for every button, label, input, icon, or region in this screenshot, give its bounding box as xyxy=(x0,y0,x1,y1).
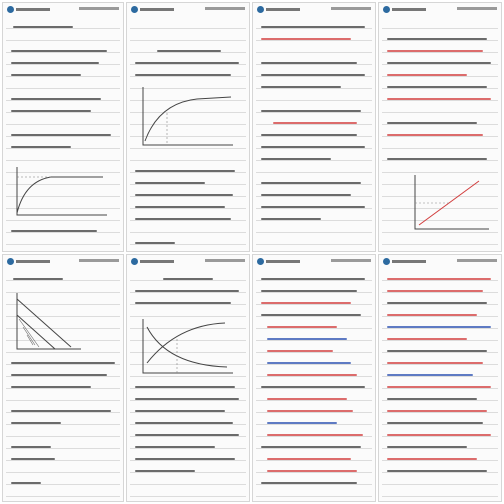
notebook-page-7 xyxy=(252,254,376,502)
note-line xyxy=(261,386,365,388)
note-line xyxy=(11,458,55,460)
note-line-red xyxy=(267,458,351,460)
note-line xyxy=(11,110,91,112)
school-brand xyxy=(131,257,174,265)
note-line xyxy=(261,146,365,148)
note-line xyxy=(135,470,195,472)
note-line-blue xyxy=(267,422,337,424)
notebook-page-2 xyxy=(126,2,250,252)
note-line-red xyxy=(387,362,483,364)
school-brand xyxy=(383,257,426,265)
page-date-field xyxy=(331,259,371,262)
notebook-page-1 xyxy=(2,2,124,252)
note-line xyxy=(387,302,487,304)
note-line xyxy=(11,482,41,484)
note-line xyxy=(261,278,365,280)
note-line-red xyxy=(387,434,491,436)
school-seal-icon xyxy=(131,6,138,13)
note-line xyxy=(261,86,341,88)
note-line xyxy=(261,62,357,64)
handwritten-sketch xyxy=(409,171,493,237)
note-line xyxy=(135,422,233,424)
note-line-red xyxy=(387,458,477,460)
note-line-blue xyxy=(267,338,347,340)
school-brand xyxy=(257,5,300,13)
note-line xyxy=(11,374,107,376)
page-date-field xyxy=(205,259,245,262)
school-name xyxy=(16,260,50,263)
note-line-red xyxy=(387,338,467,340)
school-seal-icon xyxy=(257,6,264,13)
note-line xyxy=(11,386,91,388)
note-line xyxy=(261,158,331,160)
note-line xyxy=(387,122,477,124)
note-line xyxy=(135,218,231,220)
school-name xyxy=(266,8,300,11)
note-line xyxy=(135,206,225,208)
note-line-red xyxy=(387,410,487,412)
school-name xyxy=(392,8,426,11)
notebook-page-6 xyxy=(126,254,250,502)
page-date-field xyxy=(331,7,371,10)
note-line xyxy=(11,362,115,364)
note-line xyxy=(261,134,357,136)
note-line xyxy=(11,422,61,424)
note-line-red xyxy=(261,38,351,40)
note-line xyxy=(135,74,231,76)
note-line xyxy=(387,158,487,160)
note-line xyxy=(135,458,235,460)
note-line xyxy=(261,110,361,112)
title-handwriting xyxy=(13,278,63,280)
note-line-red xyxy=(387,74,467,76)
note-line xyxy=(261,206,365,208)
note-line xyxy=(135,446,215,448)
note-line xyxy=(261,74,365,76)
title-handwriting xyxy=(163,278,213,280)
note-line xyxy=(387,62,491,64)
note-line xyxy=(261,182,361,184)
note-line-red xyxy=(267,350,333,352)
note-line xyxy=(135,194,233,196)
note-line-red xyxy=(387,386,491,388)
note-line xyxy=(135,242,175,244)
note-line-red xyxy=(387,314,477,316)
notebook-page-5 xyxy=(2,254,124,502)
note-line xyxy=(11,410,111,412)
note-line-red xyxy=(267,470,357,472)
note-line-red xyxy=(387,98,491,100)
note-line xyxy=(135,386,235,388)
page-date-field xyxy=(205,7,245,10)
note-line-red xyxy=(273,122,357,124)
note-line xyxy=(387,38,487,40)
note-line xyxy=(261,314,361,316)
note-line xyxy=(135,302,231,304)
note-line xyxy=(387,86,487,88)
school-name xyxy=(392,260,426,263)
page-header xyxy=(127,255,249,267)
page-header xyxy=(379,3,501,15)
school-seal-icon xyxy=(383,6,390,13)
page-date-field xyxy=(79,259,119,262)
note-line xyxy=(261,218,321,220)
note-line-red xyxy=(387,50,483,52)
page-header xyxy=(3,255,123,267)
note-line xyxy=(11,50,107,52)
note-line xyxy=(135,170,235,172)
note-line-blue xyxy=(387,374,473,376)
note-line xyxy=(11,98,101,100)
note-line xyxy=(387,350,487,352)
note-line-blue xyxy=(267,362,351,364)
school-brand xyxy=(257,257,300,265)
note-line-red xyxy=(387,134,483,136)
note-line xyxy=(261,482,357,484)
title-handwriting xyxy=(157,50,221,52)
school-brand xyxy=(131,5,174,13)
note-line xyxy=(135,290,239,292)
notebook-page-3 xyxy=(252,2,376,252)
note-line xyxy=(387,398,477,400)
handwritten-sketch xyxy=(11,163,111,223)
title-handwriting xyxy=(13,26,73,28)
handwritten-sketch xyxy=(137,83,237,153)
note-line xyxy=(135,182,205,184)
note-line xyxy=(11,146,71,148)
note-line xyxy=(135,434,239,436)
school-seal-icon xyxy=(257,258,264,265)
note-line xyxy=(11,230,97,232)
note-line-blue xyxy=(387,326,491,328)
handwritten-sketch xyxy=(137,315,237,379)
note-line xyxy=(261,290,357,292)
handwritten-sketch xyxy=(11,289,83,355)
note-line xyxy=(261,26,365,28)
page-date-field xyxy=(79,7,119,10)
page-header xyxy=(253,255,375,267)
note-line-red xyxy=(267,374,357,376)
school-name xyxy=(266,260,300,263)
note-line xyxy=(11,446,51,448)
school-brand xyxy=(7,5,50,13)
page-header xyxy=(127,3,249,15)
note-line-red xyxy=(261,302,351,304)
note-line xyxy=(387,446,467,448)
note-line-red xyxy=(267,410,353,412)
school-brand xyxy=(383,5,426,13)
school-name xyxy=(16,8,50,11)
school-name xyxy=(140,260,174,263)
school-brand xyxy=(7,257,50,265)
note-line-red xyxy=(267,398,347,400)
note-line xyxy=(135,410,225,412)
note-line xyxy=(387,470,487,472)
note-line xyxy=(261,194,351,196)
notebook-page-4 xyxy=(378,2,502,252)
school-seal-icon xyxy=(383,258,390,265)
note-line xyxy=(261,446,361,448)
note-line xyxy=(11,74,81,76)
school-seal-icon xyxy=(7,6,14,13)
note-line xyxy=(11,134,111,136)
note-line-red xyxy=(387,278,491,280)
page-date-field xyxy=(457,7,497,10)
school-name xyxy=(140,8,174,11)
notebook-page-8 xyxy=(378,254,502,502)
ruled-lines xyxy=(256,17,372,248)
page-header xyxy=(253,3,375,15)
note-line xyxy=(135,398,239,400)
page-date-field xyxy=(457,259,497,262)
page-header xyxy=(3,3,123,15)
note-line xyxy=(387,422,483,424)
note-line-red xyxy=(267,434,363,436)
school-seal-icon xyxy=(131,258,138,265)
note-line-red xyxy=(387,290,483,292)
note-line-red xyxy=(267,326,337,328)
page-header xyxy=(379,255,501,267)
note-line xyxy=(11,62,99,64)
note-line xyxy=(135,62,239,64)
school-seal-icon xyxy=(7,258,14,265)
